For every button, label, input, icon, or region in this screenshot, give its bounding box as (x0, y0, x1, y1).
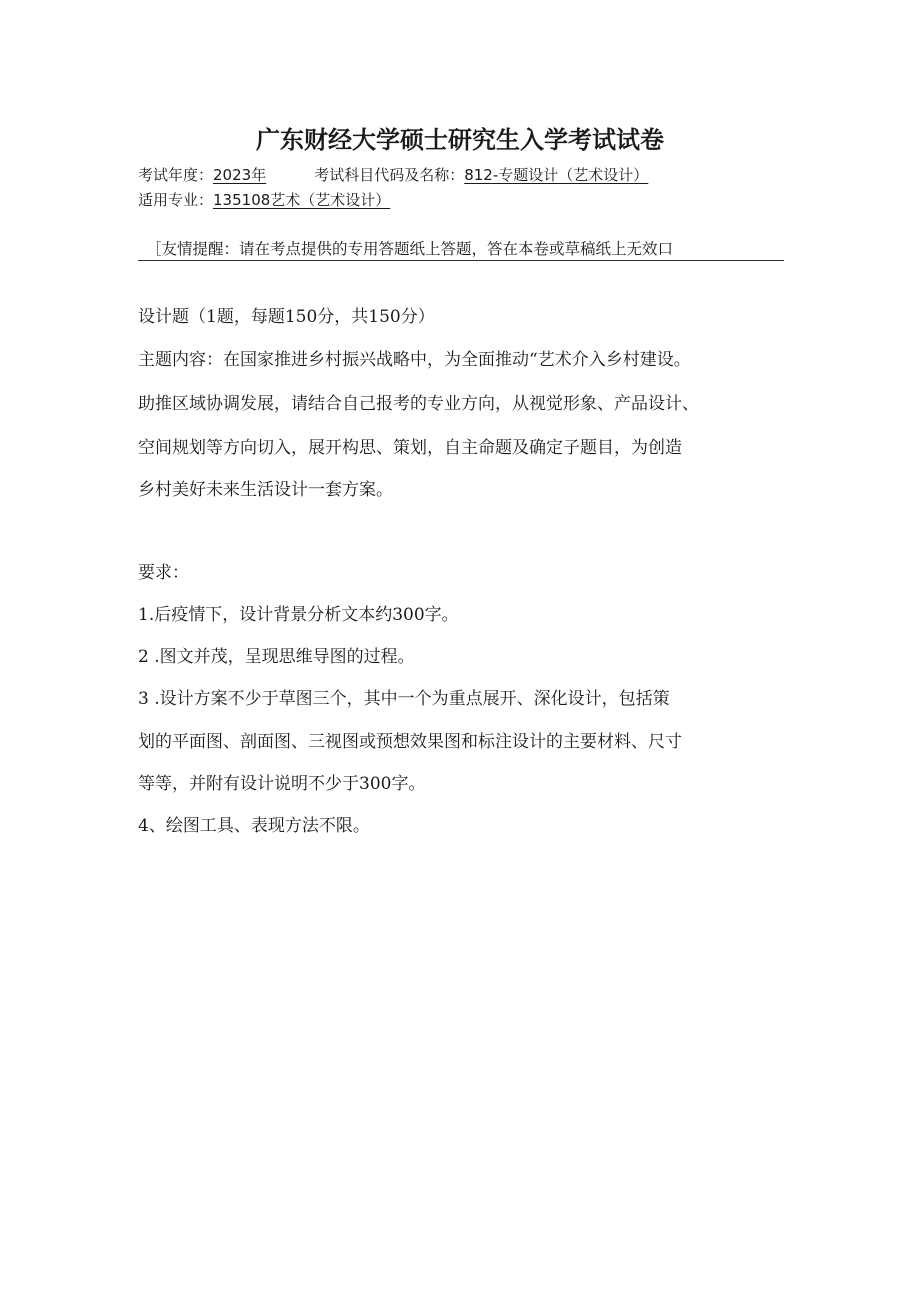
requirement-line: 3 .设计方案不少于草图三个，其中一个为重点展开、深化设计，包括策 (138, 689, 670, 709)
requirement-line: 等等，并附有设计说明不少于300字。 (138, 774, 426, 794)
content-line: 乡村美好未来生活设计一套方案。 (138, 480, 393, 500)
friendly-reminder: ［友情提醒：请在考点提供的专用答题纸上答题，答在本卷或草稿纸上无效口 (138, 237, 784, 261)
question-heading: 设计题（1题，每题150分，共150分） (138, 307, 435, 327)
requirement-line: 划的平面图、剖面图、三视图或预想效果图和标注设计的主要材料、尺寸 (138, 732, 682, 752)
year-label: 考试年度： (138, 166, 214, 184)
content-line: 空间规划等方向切入，展开构思、策划，自主命题及确定子题目，为创造 (138, 438, 682, 458)
year-value: 2023年 (213, 166, 267, 184)
requirements-heading: 要求： (138, 563, 189, 583)
major-label: 适用专业： (138, 191, 214, 209)
exam-meta-line-1 (138, 164, 648, 185)
requirement-line: 2 .图文并茂，呈现思维导图的过程。 (138, 647, 415, 667)
content-line: 助推区域协调发展，请结合自己报考的专业方向，从视觉形象、产品设计、 (138, 394, 699, 414)
subject-value: 812-专题设计（艺术设计） (464, 166, 649, 184)
subject-label: 考试科目代码及名称： (314, 166, 465, 184)
major-value: 135108艺术（艺术设计） (213, 191, 391, 209)
exam-meta-line-2 (138, 189, 390, 210)
exam-title: 广东财经大学硕士研究生入学考试试卷 (256, 126, 664, 154)
content-line: 主题内容：在国家推进乡村振兴战略中，为全面推动“艺术介入乡村建设。 (138, 350, 691, 370)
requirement-line: 4、绘图工具、表现方法不限。 (138, 816, 370, 836)
requirement-line: 1.后疫情下，设计背景分析文本约300字。 (138, 605, 459, 625)
